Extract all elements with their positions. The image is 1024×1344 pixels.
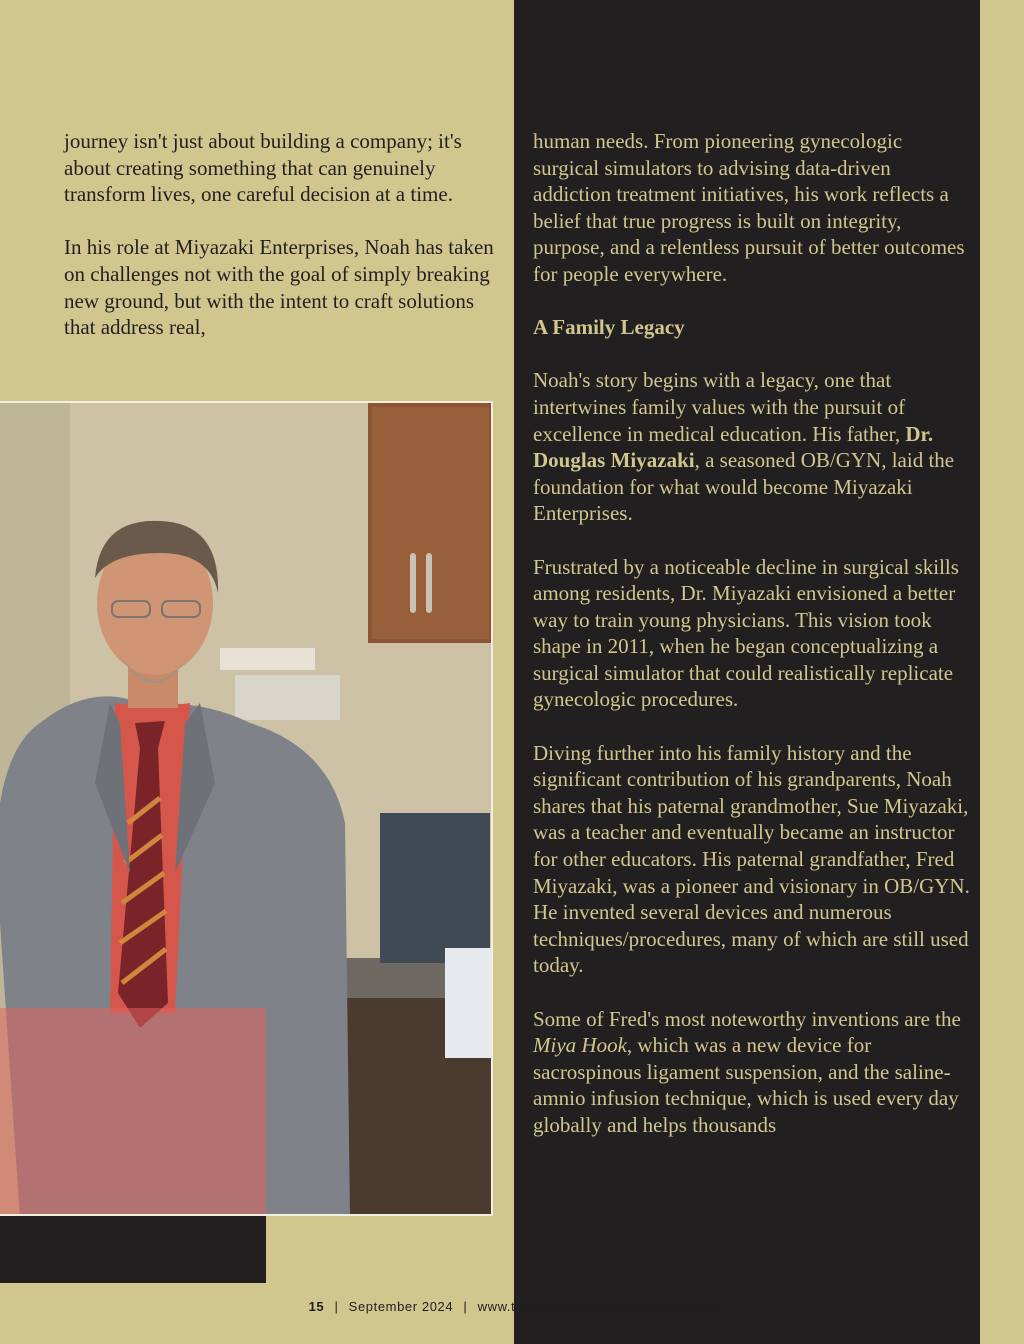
father-name: Dr. Douglas Miyazaki [533,421,934,473]
footer-separator-2: | [463,1299,468,1314]
section-heading: A Family Legacy [533,315,685,340]
portrait-illustration [0,403,493,1216]
p5-text-after: , which was a new device for sacrospinous ligament suspension, and the saline-amnio infusion technique, which is used every day globally and helps thousands [533,1033,959,1137]
portrait-photo [0,401,493,1216]
footer-separator-1: | [334,1299,339,1314]
left-paragraph-1: journey isn't just about building a company; it's about creating something that can genuinely transform lives, one careful decision at a time. [64,129,462,207]
p2-text-after: , a seasoned OB/GYN, laid the foundation for what would become Miyazaki Enterprises. [533,448,955,526]
issue-date: September 2024 [348,1299,454,1314]
left-paragraph-2: In his role at Miyazaki Enterprises, Noah has taken on challenges not with the goal of simply breaking new ground, but with the intent to craft solutions that address real, [64,235,494,340]
page-footer [0,1299,1024,1314]
website-link[interactable]: www.theentrepreneurialchronicle.com [477,1299,716,1314]
page-number: 15 [308,1299,325,1314]
right-paragraph-5 [533,1006,973,1139]
right-paragraph-3: Frustrated by a noticeable decline in surgical skills among residents, Dr. Miyazaki envisioned a better way to train young physicians. This vision took shape in 2011, when he began conceptualizing a surgical simulator that could realistically replicate gynecologic procedures. [533,554,959,712]
right-paragraph-1: human needs. From pioneering gynecologic surgical simulators to advising data-driven addiction treatment initiatives, his work reflects a belief that true progress is built on integrity, purpose, and a relentless pursuit of better outcomes for people everywhere. [533,129,965,286]
p2-text-before: Noah's story begins with a legacy, one that intertwines family values with the pursuit of excellence in medical education. His father, [533,368,906,446]
dark-corner-block [0,1215,266,1283]
p5-text-before: Some of Fred's most noteworthy inventions are the [533,1006,961,1031]
right-paragraph-2 [533,367,973,527]
invention-name: Miya Hook [533,1033,627,1058]
right-column [533,128,973,1139]
left-column [64,128,504,341]
right-paragraph-4: Diving further into his family history and the significant contribution of his grandparents, Noah shares that his paternal grandmother, Sue Miyazaki, was a teacher and eventually became an instructor for other educators. His paternal grandfather, Fred Miyazaki, was a pioneer and visionary in OB/GYN. He invented several devices and numerous techniques/procedures, many of which are still used today. [533,740,970,978]
